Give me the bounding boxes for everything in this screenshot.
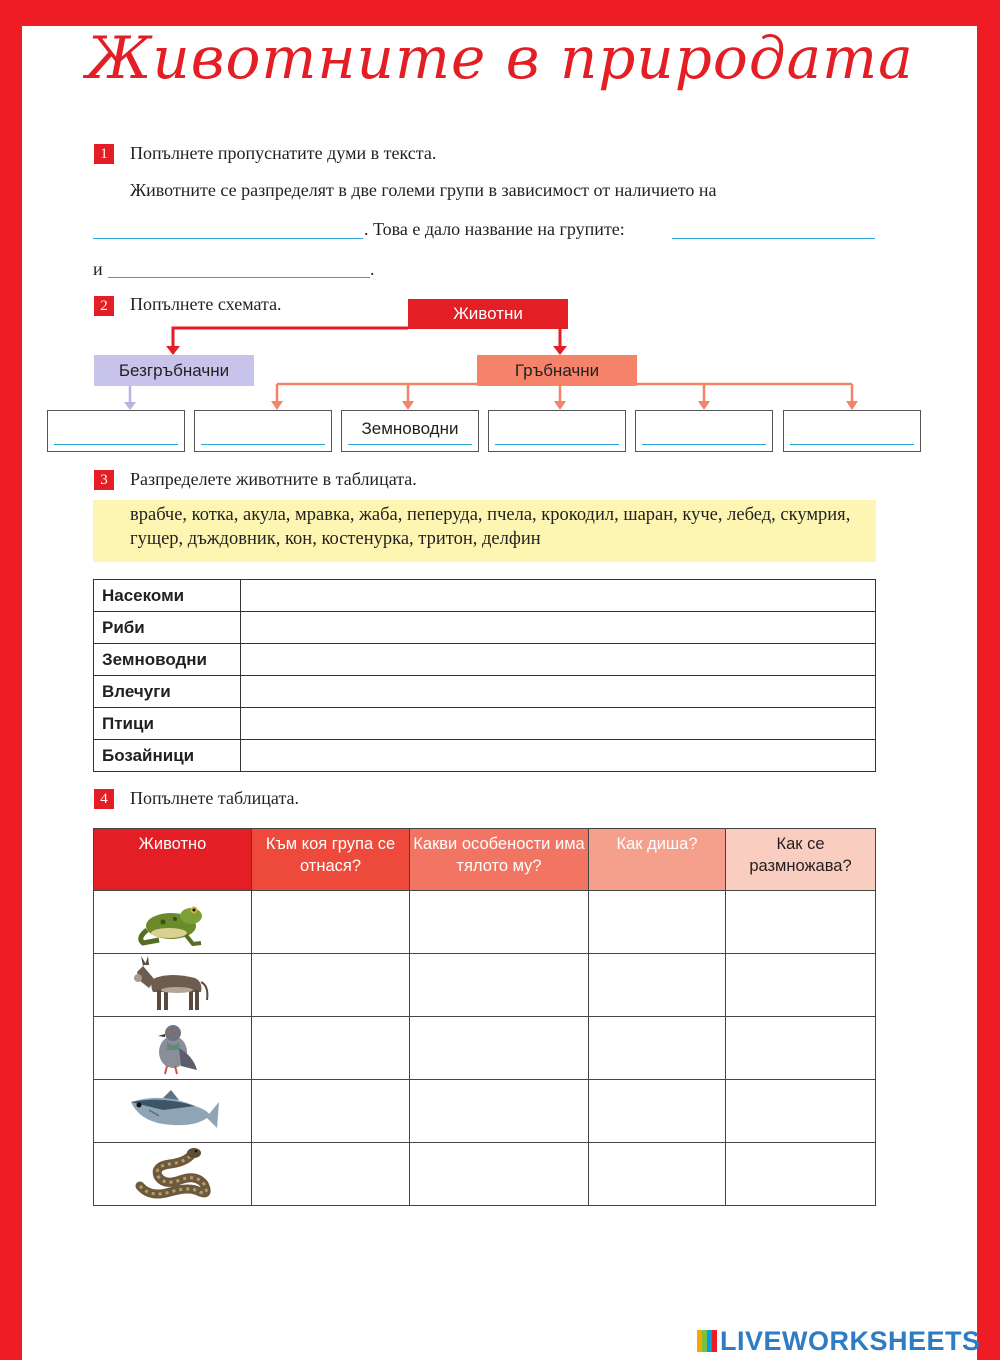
animal-cell (94, 1143, 252, 1206)
table-row (94, 1143, 876, 1206)
scheme-box-2[interactable] (194, 410, 332, 452)
table-row (94, 708, 876, 740)
header-breathing: Как диша? (589, 829, 726, 891)
table-row (94, 1017, 876, 1080)
answer-cell[interactable] (726, 1017, 876, 1080)
animal-properties-table (93, 828, 876, 1206)
task-number-3: 3 (94, 470, 114, 490)
page-title: Животните в природата (86, 24, 914, 92)
task-1-text-period: . (370, 259, 375, 279)
answer-cell[interactable] (241, 612, 876, 644)
task-1-text-line2: . Това е дало название на групите: (364, 219, 625, 239)
header-group: Към коя група се отнася? (252, 829, 410, 891)
answer-cell[interactable] (410, 1017, 589, 1080)
scheme-box-amphibians-label: Земноводни (361, 419, 459, 438)
task-2-instruction: Попълнете схемата. (130, 294, 282, 314)
answer-cell[interactable] (726, 891, 876, 954)
answer-cell[interactable] (589, 891, 726, 954)
fish-icon (123, 1088, 223, 1134)
pigeon-icon (143, 1020, 203, 1076)
row-label: Влечуги (94, 676, 241, 708)
animal-cell (94, 1080, 252, 1143)
animal-cell (94, 1017, 252, 1080)
table-row (94, 1080, 876, 1143)
header-reproduction: Как се размножава? (726, 829, 876, 891)
header-body: Какви особености има тялото му? (410, 829, 589, 891)
scheme-box-1[interactable] (47, 410, 185, 452)
answer-cell[interactable] (589, 1017, 726, 1080)
logo-mark-icon (697, 1330, 717, 1352)
animals-word-bank-text: врабче, котка, акула, мравка, жаба, пеперуда, пчела, крокодил, шаран, куче, лебед, скумрия, гущер, дъждовник, кон, костенурка, тритон, делфин (130, 505, 851, 549)
task-4-instruction: Попълнете таблицата. (130, 788, 300, 808)
answer-cell[interactable] (410, 954, 589, 1017)
answer-cell[interactable] (726, 1143, 876, 1206)
task-number-2: 2 (94, 296, 114, 316)
answer-cell[interactable] (410, 1080, 589, 1143)
scheme-root-animals: Животни (408, 299, 568, 329)
task-number-1: 1 (94, 144, 114, 164)
row-label: Бозайници (94, 740, 241, 772)
task-1-instruction: Попълнете пропуснатите думи в текста. (130, 143, 437, 163)
answer-cell[interactable] (252, 1017, 410, 1080)
answer-cell[interactable] (410, 1143, 589, 1206)
answer-cell[interactable] (252, 1143, 410, 1206)
answer-cell[interactable] (241, 580, 876, 612)
answer-cell[interactable] (726, 1080, 876, 1143)
scheme-invertebrates: Безгръбначни (94, 355, 254, 386)
answer-cell[interactable] (410, 891, 589, 954)
answer-cell[interactable] (589, 954, 726, 1017)
scheme-box-6[interactable] (783, 410, 921, 452)
scheme-connectors (0, 0, 1000, 460)
task-1-text-and: и (93, 259, 103, 279)
classification-table (93, 579, 876, 772)
scheme-box-amphibians (341, 410, 479, 452)
animal-cell (94, 954, 252, 1017)
connector-left (173, 328, 408, 348)
table-row (94, 891, 876, 954)
scheme-box-5[interactable] (635, 410, 773, 452)
task-1-text-line1: Животните се разпределят в две големи групи в зависимост от наличието на (130, 180, 717, 200)
answer-cell[interactable] (241, 676, 876, 708)
donkey-icon (131, 956, 215, 1014)
frog-icon (133, 896, 213, 948)
answer-cell[interactable] (252, 891, 410, 954)
row-label: Земноводни (94, 644, 241, 676)
arrow-right (553, 346, 567, 355)
table-row (94, 954, 876, 1017)
table-header-row (94, 829, 876, 891)
liveworksheets-logo[interactable] (697, 1326, 981, 1357)
row-label: Насекоми (94, 580, 241, 612)
task-number-4: 4 (94, 789, 114, 809)
snake-icon (130, 1146, 216, 1202)
animals-word-bank (93, 500, 876, 562)
answer-cell[interactable] (589, 1143, 726, 1206)
answer-cell[interactable] (252, 954, 410, 1017)
task-3-instruction: Разпределете животните в таблицата. (130, 469, 417, 489)
animal-cell (94, 891, 252, 954)
table-row (94, 580, 876, 612)
answer-cell[interactable] (252, 1080, 410, 1143)
arrow-left (166, 346, 180, 355)
answer-cell[interactable] (241, 708, 876, 740)
row-label: Риби (94, 612, 241, 644)
answer-cell[interactable] (589, 1080, 726, 1143)
answer-cell[interactable] (241, 740, 876, 772)
table-row (94, 740, 876, 772)
answer-cell[interactable] (241, 644, 876, 676)
answer-cell[interactable] (726, 954, 876, 1017)
row-label: Птици (94, 708, 241, 740)
scheme-vertebrates: Гръбначни (477, 355, 637, 386)
table-row (94, 612, 876, 644)
header-animal: Животно (94, 829, 252, 891)
table-row (94, 676, 876, 708)
table-row (94, 644, 876, 676)
scheme-box-4[interactable] (488, 410, 626, 452)
logo-text: LIVEWORKSHEETS (720, 1326, 981, 1356)
